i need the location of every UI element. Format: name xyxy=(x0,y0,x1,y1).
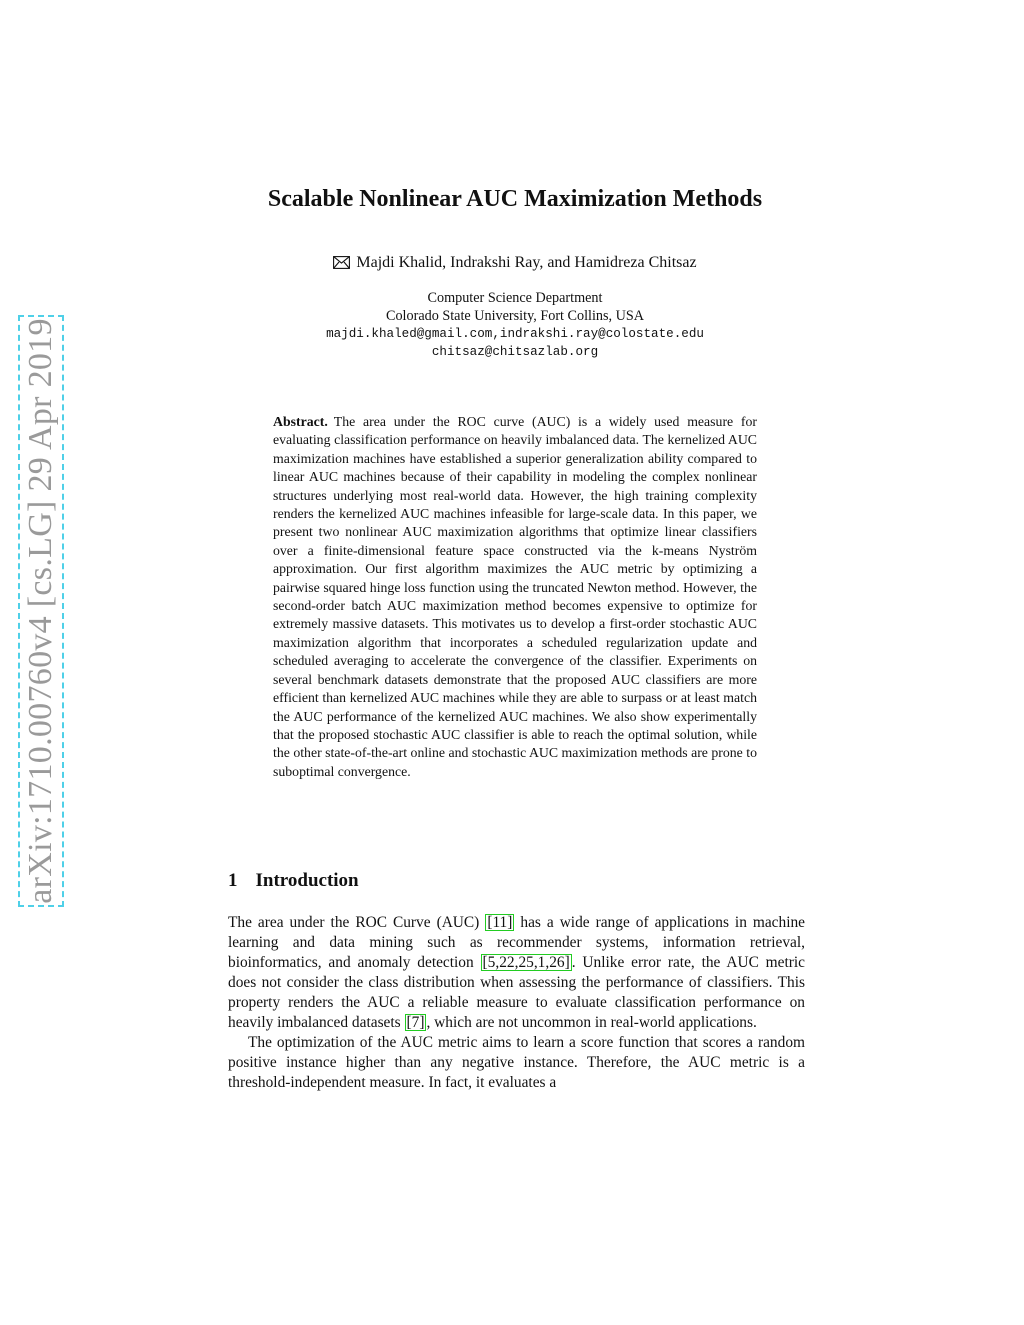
abstract-text: The area under the ROC curve (AUC) is a widely used measure for evaluating classification performance on heavily imbalanced data. The kernelized AUC maximization machines have established a superior generalization ability compared to linear AUC machines because of their capability in modeling the complex nonlinear structures underlying most real-world data. However, the high training complexity renders the kernelized AUC machines infeasible for large-scale data. In this paper, we present two nonlinear AUC maximization algorithms that optimize linear classifiers over a finite-dimensional feature space constructed via the k-means Nyström approximation. Our first algorithm maximizes the AUC metric by optimizing a pairwise squared hinge loss function using the truncated Newton method. However, the second-order batch AUC maximization method becomes expensive to optimize for extremely massive datasets. This motivates us to develop a first-order stochastic AUC maximization algorithm that incorporates a scheduled regularization update and scheduled averaging to accelerate the convergence of the classifier. Experiments on several benchmark datasets demonstrate that the proposed AUC classifiers are more efficient than kernelized AUC machines while they are able to surpass or at least match the AUC performance of the kernelized AUC machines. We also show experimentally that the proposed stochastic AUC classifier is able to reach the optimal solution, while the other state-of-the-art online and stochastic AUC maximization methods are prone to suboptimal convergence. xyxy=(273,414,757,779)
university: Colorado State University, Fort Collins, USA xyxy=(386,308,644,324)
intro-text: has a wide range of applications in machine learning and data mining such as recommender systems, information retrieval, bioinformatics, and anomaly detection xyxy=(228,914,806,971)
citation-link[interactable]: [5,22,25,1,26] xyxy=(482,954,570,971)
department: Computer Science Department xyxy=(427,290,603,306)
intro-body xyxy=(228,913,805,1093)
section-heading xyxy=(228,870,359,892)
author-emails: majdi.khaled@gmail.com,indrakshi.ray@colostate.edu xyxy=(326,327,704,341)
arxiv-stamp xyxy=(18,315,64,907)
intro-text: , which are not uncommon in real-world applications. xyxy=(426,1014,757,1031)
citation-link[interactable]: [7] xyxy=(406,1014,425,1031)
section-number: 1 xyxy=(228,870,238,891)
envelope-icon xyxy=(333,256,350,269)
intro-text: . Unlike error rate, the AUC metric does not consider the class distribution when assessing the performance of classifiers. This property renders the AUC a reliable measure to evaluate classification performance on heavily imbalanced datasets xyxy=(228,954,805,1031)
author-names: Majdi Khalid, Indrakshi Ray, and Hamidreza Chitsaz xyxy=(356,254,697,271)
arxiv-identifier: arXiv:1710.00760v4 [cs.LG] 29 Apr 2019 xyxy=(22,318,59,904)
section-title: Introduction xyxy=(255,870,359,891)
affiliation-block xyxy=(200,289,830,361)
abstract xyxy=(273,413,757,781)
intro-paragraph-1 xyxy=(228,913,805,1033)
author-line xyxy=(200,254,830,272)
intro-text: The area under the ROC Curve (AUC) xyxy=(228,914,486,931)
intro-paragraph-2: The optimization of the AUC metric aims to learn a score function that scores a random positive instance higher than any negative instance. Therefore, the AUC metric is a threshold-independent measure. In fact, it evaluates a xyxy=(228,1034,805,1091)
citation-link[interactable]: [11] xyxy=(487,914,513,931)
paper-title: Scalable Nonlinear AUC Maximization Methods xyxy=(267,186,763,212)
author-email-2: chitsaz@chitsazlab.org xyxy=(431,345,599,359)
abstract-label: Abstract. xyxy=(273,414,328,429)
